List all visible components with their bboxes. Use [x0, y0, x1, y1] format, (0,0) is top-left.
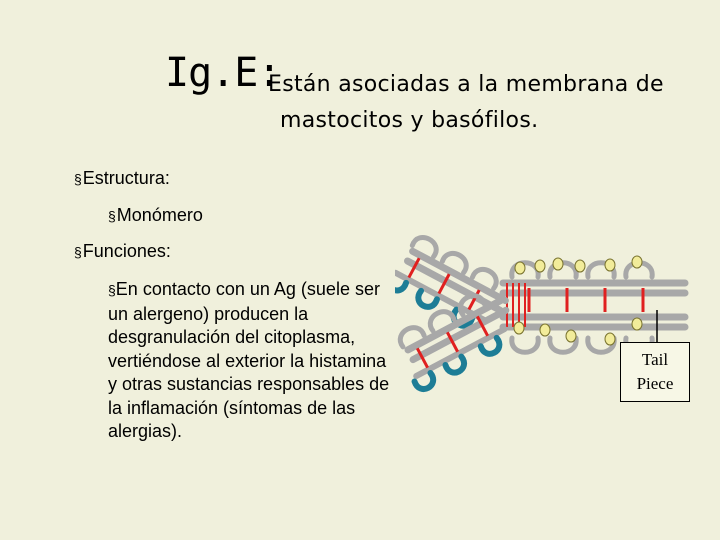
heavy-chain-segment	[413, 251, 506, 300]
bullet-mark: §	[74, 244, 82, 260]
bullet-mark: §	[108, 208, 116, 224]
carbohydrate-dot	[553, 258, 563, 270]
bullet-estructura	[74, 168, 170, 189]
slide-title: Ig.E:	[165, 50, 281, 96]
fab-arm-lower	[395, 284, 521, 392]
tail-piece-label-line-1: Tail	[641, 350, 669, 369]
bullet-mark: §	[74, 171, 82, 187]
carbohydrate-dot	[514, 322, 524, 334]
function-description	[108, 278, 398, 444]
carbohydrate-dot	[632, 318, 642, 330]
bullet-monomero-text: Monómero	[116, 205, 203, 225]
carbohydrate-dot	[515, 262, 525, 274]
carbohydrate-dot	[575, 260, 585, 272]
carbohydrate-dot	[540, 324, 550, 336]
heavy-chain-domain-loop	[512, 338, 538, 352]
carbohydrate-dot	[535, 260, 545, 272]
carbohydrate-dot	[566, 330, 576, 342]
tail-piece-label-line-2: Piece	[636, 374, 674, 393]
slide-subtitle-line-2: mastocitos y basófilos.	[280, 108, 539, 133]
carbohydrate-groups	[514, 256, 642, 345]
bullet-estructura-text: Estructura:	[82, 168, 170, 188]
function-description-text: En contacto con un Ag (suele ser un alergeno) producen la desgranulación del citoplasma, vertiéndose al exterior la histamina y otras sustancias responsables de la inflamación (síntomas de las alergias).	[108, 279, 390, 441]
carbohydrate-dot	[632, 256, 642, 268]
carbohydrate-dot	[605, 333, 615, 345]
carbohydrate-dot	[605, 259, 615, 271]
bullet-funciones-text: Funciones:	[82, 241, 171, 261]
slide-subtitle-line-1: Están asociadas a la membrana de	[268, 72, 664, 97]
bullet-mark: §	[108, 282, 116, 298]
bullet-funciones	[74, 241, 171, 262]
bullet-monomero	[108, 205, 203, 226]
tail-piece-label	[620, 342, 690, 402]
